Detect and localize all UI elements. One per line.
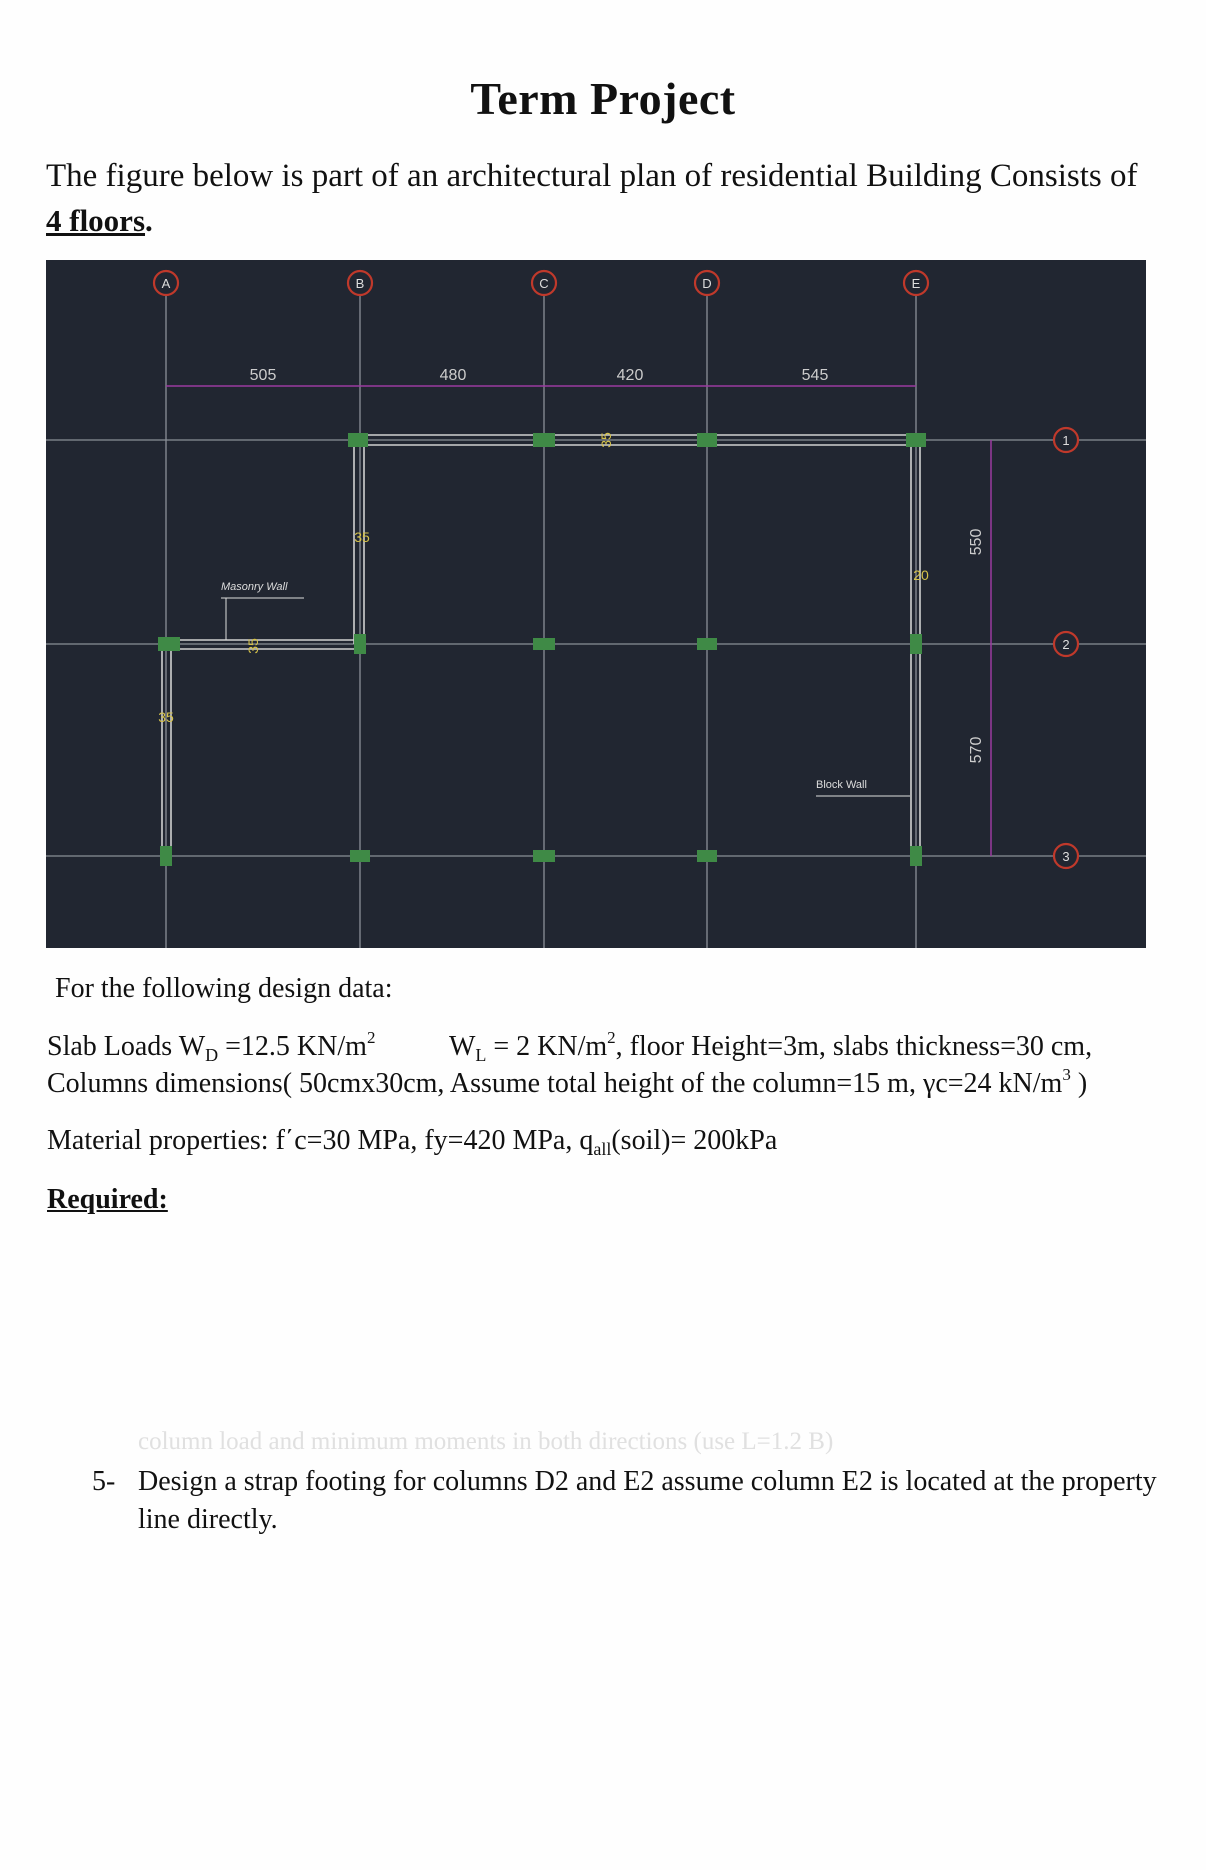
span-12: 550 [968,528,985,556]
column-b2 [354,634,366,654]
columns-close: ) [1070,1068,1088,1099]
wd-value: =12.5 KN/m [218,1031,367,1062]
grid-bubble-d [695,271,719,295]
design-heading: For the following design data: [55,973,393,1004]
floors-emphasis: 4 floors [46,203,146,238]
wl-subscript: L [475,1045,487,1065]
wall-thickness-top: 35 [598,432,614,448]
column-a2 [158,637,180,651]
grid-bubble-3-label: 3 [1062,849,1070,864]
column-c3 [533,850,555,862]
grid-bubble-3 [1054,844,1078,868]
column-c1 [533,433,555,447]
grid-bubble-a [154,271,178,295]
column-e1 [906,433,926,447]
plan-drawing [46,260,1146,948]
span-de: 545 [801,367,829,384]
grid-bubble-e-label: E [911,276,921,291]
slab-loads-prefix: Slab Loads W [47,1031,206,1062]
grid-bubble-1 [1054,428,1078,452]
grid-bubble-b [348,271,372,295]
material-soil: (soil)= 200kPa [611,1125,778,1156]
span-ab: 505 [249,367,277,384]
faded-line: column load and minimum moments in both directions (use L=1.2 B) [138,1428,834,1455]
wl-value: = 2 KN/m [486,1031,608,1062]
wall-thickness-e: 20 [913,567,929,583]
column-a3 [160,846,172,866]
column-d2 [697,638,717,650]
grid-bubble-e [904,271,928,295]
page-title: Term Project [470,73,736,124]
intro-floors [46,203,153,239]
column-d1 [697,433,717,447]
intro-period: . [145,203,153,238]
block-wall-label: Block Wall [816,779,867,791]
column-c2 [533,638,555,650]
grid-bubble-2 [1054,632,1078,656]
grid-bubble-d-label: D [702,276,712,291]
slab-loads-line [47,1028,1092,1066]
q-subscript: all [593,1139,612,1159]
column-b3 [350,850,370,862]
wl-superscript: 2 [607,1028,616,1047]
grid-bubble-1-label: 1 [1062,433,1070,448]
intro-text: The figure below is part of an architectural plan of residential Building Consists of [46,158,1138,194]
required-heading: Required: [47,1184,168,1215]
grid-bubble-b-label: B [355,276,365,291]
span-23: 570 [968,736,985,764]
columns-line [47,1065,1087,1100]
column-e2 [910,634,922,654]
masonry-wall-label: Masonry Wall [221,581,288,593]
material-text: Material properties: f΄c=30 MPa, fy=420 MPa, q [47,1125,594,1156]
wd-subscript: D [205,1045,219,1065]
grid-bubble-c [532,271,556,295]
grid-bubble-2-label: 2 [1062,637,1070,652]
columns-text: Columns dimensions( 50cmx30cm, Assume total height of the column=15 m, γc=24 kN/m [47,1068,1063,1099]
span-cd: 420 [616,367,644,384]
wl-rest: , floor Height=3m, slabs thickness=30 cm, [615,1031,1093,1062]
architectural-plan [46,260,1146,948]
span-bc: 480 [439,367,467,384]
column-d3 [697,850,717,862]
column-e3 [910,846,922,866]
column-b1 [348,433,368,447]
wl-prefix: W [448,1031,476,1062]
grid-bubble-a-label: A [161,276,171,291]
grid-bubble-c-label: C [539,276,549,291]
material-line [47,1125,777,1160]
item-5-text: Design a strap footing for columns D2 and E2 assume column E2 is located at the property line directly. [138,1466,1157,1535]
gamma-superscript: 3 [1062,1065,1071,1084]
wall-thickness-b: 35 [354,529,370,545]
wall-thickness-mid: 35 [245,638,261,654]
item-5-number: 5- [92,1466,116,1497]
wall-thickness-a: 35 [158,709,174,725]
wd-superscript: 2 [366,1028,376,1047]
